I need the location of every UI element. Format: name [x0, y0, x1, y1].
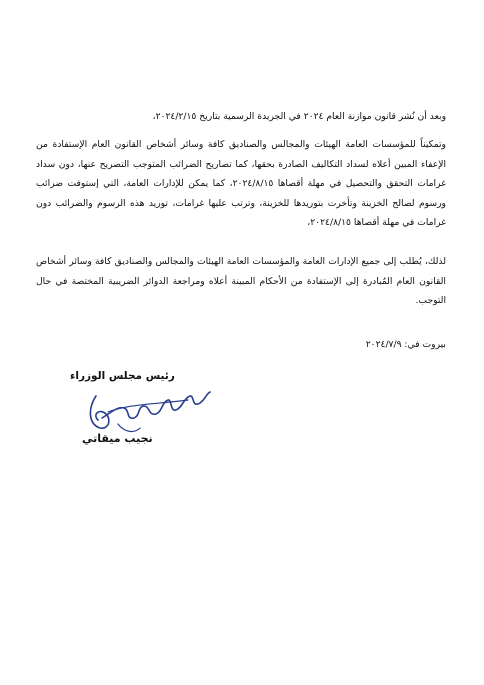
paragraph-budget-law: وبعد أن نُشر قانون موازنة العام ٢٠٢٤ في الجريدة الرسمية بتاريخ ٢٠٢٤/٢/١٥، [152, 111, 446, 123]
paragraph-exemption: وتمكيناً للمؤسسات العامة الهيئات والمجالس والصناديق كافة وسائر أشخاص القانون العام الإستفادة من الإعفاء المبين أعلاه لسداد التكاليف الصادرة بحقها، كما تصاريح الضرائب المتوجب التصريح عنها، دون سداد غرامات التحقق والتحصيل في مهلة أقصاها ٢٠٢٤/٨/١٥، كما يمكن للإدارات العامة، التي إستوفت ضرائب ورسوم لصالح الخزينة وتأخرت بتوريدها للخزينة، وترتب عليها غرامات، توريد هذه الرسوم والضرائب دون غرامات في مهلة أقصاها ٢٠٢٤/٨/١٥، [36, 139, 446, 229]
paragraph-request: لذلك، يُطلب إلى جميع الإدارات العامة والمؤسسات العامة الهيئات والمجالس والصناديق كافة وسائر أشخاص القانون العام المُبادرة إلى الإستفادة من الأحكام المبينة أعلاه ومراجعة الدوائر الضريبية المختصة في حال التوجب. [36, 256, 446, 307]
date-line: بيروت في: ٢٠٢٤/٧/٩ [365, 339, 446, 350]
signatory-title: رئيس مجلس الوزراء [70, 370, 175, 382]
signatory-name: نجيب ميقاتي [82, 432, 153, 445]
